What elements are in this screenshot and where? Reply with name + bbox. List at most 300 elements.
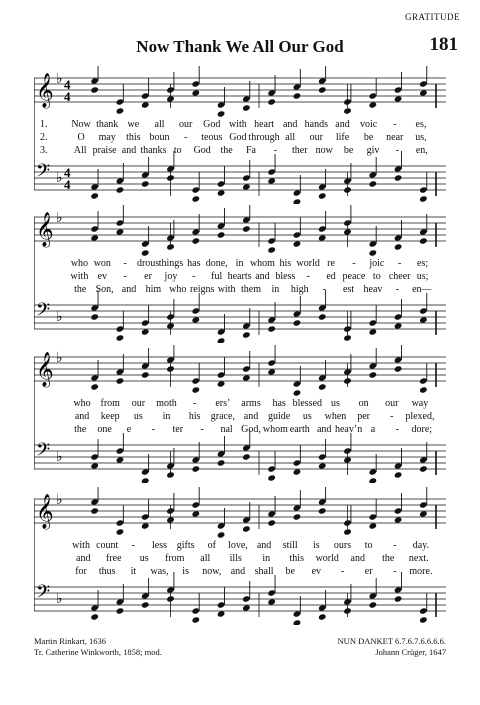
verse-number: 1. bbox=[40, 119, 48, 130]
lyric-syllable: in bbox=[235, 258, 244, 269]
lyric-syllable: - bbox=[322, 284, 326, 295]
flat-key-signature-icon: ♭ bbox=[56, 211, 63, 226]
treble-note bbox=[242, 225, 251, 232]
lyric-syllable: still bbox=[282, 540, 298, 551]
treble-note bbox=[419, 89, 428, 96]
bass-note bbox=[394, 471, 403, 478]
flat-key-signature-icon: ♭ bbox=[56, 592, 63, 607]
lyric-syllable: way bbox=[411, 398, 429, 409]
lyric-syllable: who bbox=[169, 284, 187, 295]
lyric-syllable: keep bbox=[100, 411, 120, 422]
treble-clef-icon: 𝄞 bbox=[36, 73, 54, 108]
lyric-syllable: dore; bbox=[411, 424, 433, 435]
lyric-syllable: - bbox=[352, 258, 356, 269]
bass-note bbox=[217, 610, 226, 617]
lyric-syllable: and bbox=[256, 540, 272, 551]
lyric-syllable: be bbox=[363, 132, 374, 143]
bass-note bbox=[192, 465, 201, 472]
bass-note bbox=[419, 465, 428, 472]
lyric-syllable: and bbox=[121, 145, 137, 156]
lyric-syllable: all bbox=[200, 553, 211, 564]
lyric-syllable: - bbox=[393, 566, 397, 577]
lyric-syllable: now, bbox=[202, 566, 222, 577]
bass-note bbox=[394, 174, 403, 181]
treble-note bbox=[394, 95, 403, 102]
lyric-syllable: voic bbox=[360, 119, 378, 130]
treble-note bbox=[369, 101, 378, 108]
lyric-syllable: now bbox=[315, 145, 333, 156]
bass-note bbox=[116, 456, 125, 463]
bass-note bbox=[267, 325, 276, 332]
author-credit: Martin Rinkart, 1636 bbox=[34, 636, 107, 646]
lyric-syllable: ful bbox=[211, 271, 223, 282]
lyric-syllable: God bbox=[229, 132, 247, 143]
lyric-syllable: done, bbox=[205, 258, 228, 269]
treble-note bbox=[394, 243, 403, 250]
bass-note bbox=[267, 474, 276, 481]
lyric-syllable: be bbox=[285, 566, 295, 577]
bass-note bbox=[217, 337, 226, 343]
treble-note bbox=[90, 507, 99, 514]
bass-note bbox=[293, 468, 302, 475]
treble-note bbox=[242, 104, 251, 111]
lyric-syllable: and bbox=[243, 411, 259, 422]
treble-note bbox=[192, 237, 201, 244]
lyric-syllable: God bbox=[203, 119, 221, 130]
lyric-syllable: gifts bbox=[176, 540, 195, 551]
lyrics-block bbox=[34, 118, 446, 157]
lyric-syllable: is bbox=[182, 566, 189, 577]
lyric-syllable: things bbox=[158, 258, 184, 269]
treble-note bbox=[419, 386, 428, 393]
flat-key-signature-icon: ♭ bbox=[56, 493, 63, 508]
lyric-syllable: the bbox=[382, 553, 395, 564]
treble-note bbox=[318, 234, 327, 241]
lyric-syllable: - bbox=[395, 424, 400, 435]
lyric-syllable: count bbox=[96, 540, 119, 551]
lyric-syllable: re bbox=[327, 258, 335, 269]
lyric-syllable: who bbox=[73, 398, 91, 409]
treble-note bbox=[293, 240, 302, 247]
treble-clef-icon: 𝄞 bbox=[36, 212, 54, 247]
bass-note bbox=[267, 177, 276, 184]
lyric-syllable: this bbox=[126, 132, 141, 143]
lyric-syllable: and bbox=[121, 284, 137, 295]
lyric-syllable: joy bbox=[164, 271, 178, 282]
lyric-syllable: blessed bbox=[292, 398, 323, 409]
lyric-syllable: and bbox=[350, 553, 365, 564]
lyric-syllable: per bbox=[357, 411, 370, 422]
hymn-number: 181 bbox=[429, 34, 458, 55]
lyric-syllable: us bbox=[302, 411, 312, 422]
bass-note bbox=[192, 195, 201, 202]
lyric-syllable: near bbox=[386, 132, 404, 143]
bass-note bbox=[318, 313, 327, 320]
bass-clef-icon: 𝄢 bbox=[36, 440, 51, 465]
hymn-title: Now Thank We All Our God bbox=[136, 37, 344, 56]
lyric-syllable: in bbox=[162, 411, 171, 422]
lyric-syllable: it bbox=[130, 566, 137, 577]
lyric-syllable: this bbox=[289, 553, 304, 564]
treble-note bbox=[192, 386, 201, 393]
composer-credit: Johann Crüger, 1647 bbox=[375, 647, 446, 657]
bass-note bbox=[369, 477, 378, 483]
treble-note bbox=[116, 528, 125, 535]
lyric-syllable: drous bbox=[136, 258, 160, 269]
lyric-syllable: us bbox=[133, 411, 143, 422]
lyric-syllable: is bbox=[313, 540, 320, 551]
bass-note bbox=[293, 619, 302, 625]
bass-note bbox=[116, 334, 125, 341]
lyric-syllable: with bbox=[229, 119, 247, 130]
treble-note bbox=[343, 528, 352, 535]
lyric-syllable: heav bbox=[363, 284, 383, 295]
treble-note bbox=[318, 507, 327, 514]
lyric-syllable: All bbox=[73, 145, 87, 156]
bass-note bbox=[318, 462, 327, 469]
treble-note bbox=[267, 368, 276, 375]
lyric-syllable: through bbox=[248, 132, 280, 143]
lyric-syllable: thank bbox=[96, 119, 119, 130]
treble-note bbox=[90, 234, 99, 241]
lyric-syllable: world bbox=[315, 553, 339, 564]
treble-note bbox=[90, 86, 99, 93]
bass-note bbox=[141, 477, 150, 483]
lyric-syllable: life bbox=[335, 132, 350, 143]
lyric-syllable: the bbox=[220, 145, 233, 156]
lyric-syllable: whom bbox=[262, 424, 288, 435]
lyric-syllable: a bbox=[370, 424, 376, 435]
bass-note bbox=[242, 183, 251, 190]
lyric-syllable: of bbox=[207, 540, 216, 551]
lyric-syllable: less bbox=[152, 540, 167, 551]
bass-note bbox=[116, 186, 125, 193]
treble-note bbox=[192, 510, 201, 517]
lyric-syllable: heart bbox=[254, 119, 275, 130]
flat-key-signature-icon: ♭ bbox=[56, 310, 63, 325]
bass-clef-icon: 𝄢 bbox=[36, 300, 51, 325]
lyric-syllable: ev bbox=[311, 566, 322, 577]
lyric-line bbox=[34, 397, 446, 410]
lyric-syllable: ours bbox=[333, 540, 352, 551]
lyric-syllable: from bbox=[165, 553, 185, 564]
lyric-line bbox=[34, 118, 446, 131]
treble-note bbox=[369, 522, 378, 529]
lyric-syllable: all bbox=[285, 132, 296, 143]
hymn-category: GRATITUDE bbox=[405, 12, 460, 22]
bass-note bbox=[116, 607, 125, 614]
lyric-syllable: his bbox=[279, 258, 292, 269]
bass-note bbox=[318, 613, 327, 620]
lyric-syllable: - bbox=[398, 258, 402, 269]
treble-clef-icon: 𝄞 bbox=[36, 352, 54, 387]
bass-note bbox=[394, 322, 403, 329]
treble-note bbox=[369, 249, 378, 256]
lyric-syllable: joic bbox=[369, 258, 385, 269]
lyric-syllable: arms bbox=[241, 398, 261, 409]
lyric-syllable: with bbox=[217, 284, 236, 295]
lyric-syllable: high bbox=[290, 284, 309, 295]
lyric-line bbox=[34, 257, 446, 270]
lyric-syllable: ev bbox=[97, 271, 108, 282]
treble-note bbox=[419, 510, 428, 517]
time-signature: 4 bbox=[64, 165, 71, 180]
tune-name: NUN DANKET 6.7.6.7.6.6.6.6. bbox=[337, 636, 446, 646]
lyric-line bbox=[34, 552, 446, 565]
lyric-syllable: us, bbox=[415, 132, 427, 143]
treble-note bbox=[394, 516, 403, 523]
treble-note bbox=[293, 92, 302, 99]
bass-note bbox=[369, 328, 378, 335]
lyric-syllable: est bbox=[343, 284, 355, 295]
verse-number: 3. bbox=[40, 145, 48, 156]
lyric-syllable: love, bbox=[228, 540, 248, 551]
lyric-syllable: our bbox=[309, 132, 324, 143]
flat-key-signature-icon: ♭ bbox=[56, 351, 63, 366]
lyric-syllable: earth bbox=[289, 424, 310, 435]
lyric-syllable: one bbox=[97, 424, 112, 435]
bass-note bbox=[217, 459, 226, 466]
lyric-syllable: was, bbox=[150, 566, 169, 577]
lyrics-block bbox=[34, 397, 446, 436]
lyric-syllable: - bbox=[395, 284, 400, 295]
treble-clef-icon: 𝄞 bbox=[36, 494, 54, 529]
treble-note bbox=[217, 531, 226, 538]
treble-note bbox=[116, 377, 125, 384]
lyric-syllable: the bbox=[74, 424, 87, 435]
treble-note bbox=[242, 374, 251, 381]
lyric-syllable: our bbox=[385, 398, 399, 409]
lyric-syllable: - bbox=[200, 424, 204, 435]
lyric-syllable: peace bbox=[342, 271, 366, 282]
bass-note bbox=[90, 462, 99, 469]
lyric-syllable: e bbox=[126, 424, 132, 435]
lyric-syllable: free bbox=[105, 553, 122, 564]
lyric-syllable: - bbox=[306, 271, 310, 282]
lyric-syllable: - bbox=[395, 145, 400, 156]
lyric-syllable: on bbox=[358, 398, 369, 409]
lyric-syllable: all bbox=[154, 119, 165, 130]
tune-credits bbox=[338, 636, 446, 658]
flat-key-signature-icon: ♭ bbox=[56, 72, 63, 87]
bass-note bbox=[267, 598, 276, 605]
lyric-syllable: grace, bbox=[210, 411, 235, 422]
treble-note bbox=[267, 246, 276, 253]
bass-note bbox=[90, 613, 99, 620]
lyric-syllable: and bbox=[316, 424, 332, 435]
lyric-syllable: Son, bbox=[95, 284, 114, 295]
treble-note bbox=[293, 389, 302, 396]
lyric-syllable: with bbox=[72, 540, 90, 551]
lyric-syllable: - bbox=[123, 258, 127, 269]
bass-note bbox=[242, 331, 251, 338]
treble-note bbox=[343, 107, 352, 114]
treble-note bbox=[217, 110, 226, 117]
text-credits bbox=[34, 636, 162, 658]
lyric-syllable: - bbox=[390, 411, 394, 422]
bass-note bbox=[141, 328, 150, 335]
bass-note bbox=[343, 334, 352, 341]
lyric-syllable: for bbox=[75, 566, 87, 577]
lyric-line bbox=[34, 410, 446, 423]
treble-note bbox=[242, 525, 251, 532]
lyric-syllable: teous bbox=[201, 132, 223, 143]
lyric-syllable: we bbox=[127, 119, 140, 130]
treble-note bbox=[116, 228, 125, 235]
lyric-syllable: who bbox=[70, 258, 89, 269]
lyric-syllable: and bbox=[74, 411, 90, 422]
time-signature: 4 bbox=[64, 177, 71, 192]
time-signature: 4 bbox=[64, 89, 71, 104]
bass-note bbox=[369, 601, 378, 608]
bass-note bbox=[192, 316, 201, 323]
treble-note bbox=[141, 522, 150, 529]
lyric-syllable: our bbox=[178, 119, 193, 130]
lyric-syllable: world bbox=[296, 258, 320, 269]
lyrics-block bbox=[34, 539, 446, 578]
lyric-syllable: to bbox=[372, 271, 381, 282]
lyric-syllable: us bbox=[139, 553, 149, 564]
lyric-syllable: - bbox=[151, 424, 156, 435]
bass-note bbox=[242, 604, 251, 611]
lyric-syllable: - bbox=[131, 540, 136, 551]
lyric-syllable: and bbox=[335, 119, 350, 130]
treble-note bbox=[419, 237, 428, 244]
lyric-syllable: God bbox=[193, 145, 211, 156]
treble-note bbox=[116, 107, 125, 114]
treble-note bbox=[192, 89, 201, 96]
lyric-syllable: - bbox=[340, 566, 345, 577]
treble-note bbox=[318, 383, 327, 390]
lyric-syllable: our bbox=[131, 398, 146, 409]
treble-note bbox=[141, 249, 150, 256]
bass-note bbox=[394, 595, 403, 602]
lyric-syllable: heav’n bbox=[334, 424, 363, 435]
lyric-syllable: nal bbox=[220, 424, 233, 435]
lyric-syllable: - bbox=[183, 132, 188, 143]
lyric-syllable: shall bbox=[254, 566, 274, 577]
lyric-syllable: en, bbox=[415, 145, 428, 156]
lyric-syllable: boun bbox=[149, 132, 170, 143]
lyric-line bbox=[34, 270, 446, 283]
bass-note bbox=[419, 616, 428, 623]
lyric-syllable: ers’ bbox=[215, 398, 231, 409]
lyric-syllable: when bbox=[324, 411, 347, 422]
lyric-syllable: and bbox=[76, 553, 91, 564]
bass-clef-icon: 𝄢 bbox=[36, 582, 51, 607]
lyric-syllable: his bbox=[188, 411, 201, 422]
lyric-line bbox=[34, 423, 446, 436]
lyric-line bbox=[34, 539, 446, 552]
lyric-line bbox=[34, 283, 446, 296]
bass-note bbox=[141, 601, 150, 608]
lyric-syllable: ed bbox=[326, 271, 336, 282]
lyric-syllable: with bbox=[70, 271, 89, 282]
lyric-syllable: be bbox=[343, 145, 354, 156]
lyric-syllable: God, bbox=[241, 424, 261, 435]
bass-note bbox=[242, 453, 251, 460]
bass-note bbox=[318, 192, 327, 199]
lyric-syllable: plexed, bbox=[405, 411, 435, 422]
treble-note bbox=[141, 101, 150, 108]
bass-note bbox=[419, 316, 428, 323]
lyric-syllable: us; bbox=[416, 271, 429, 282]
lyric-syllable: cheer bbox=[388, 271, 411, 282]
time-signature: 4 bbox=[64, 77, 71, 92]
treble-note bbox=[293, 513, 302, 520]
lyric-syllable: next. bbox=[408, 553, 429, 564]
lyric-syllable: in bbox=[262, 553, 271, 564]
treble-note bbox=[267, 98, 276, 105]
lyric-syllable: ter bbox=[172, 424, 184, 435]
lyric-syllable: O bbox=[77, 132, 85, 143]
lyric-syllable: er bbox=[144, 271, 152, 282]
treble-note bbox=[267, 519, 276, 526]
bass-note bbox=[192, 616, 201, 623]
lyric-syllable: us bbox=[331, 398, 340, 409]
bass-note bbox=[217, 189, 226, 196]
lyric-syllable: praise bbox=[92, 145, 117, 156]
lyric-syllable: has bbox=[272, 398, 286, 409]
lyric-syllable: ther bbox=[292, 145, 308, 156]
lyric-syllable: more. bbox=[409, 566, 433, 577]
lyric-syllable: - bbox=[193, 398, 197, 409]
lyric-syllable: Fa bbox=[246, 145, 256, 156]
lyric-syllable: has bbox=[187, 258, 201, 269]
lyric-line bbox=[34, 131, 446, 144]
flat-key-signature-icon: ♭ bbox=[56, 450, 63, 465]
lyric-syllable: them bbox=[241, 284, 261, 295]
bass-note bbox=[90, 313, 99, 320]
lyric-syllable: whom bbox=[249, 258, 275, 269]
treble-note bbox=[217, 231, 226, 238]
lyric-syllable: guide bbox=[268, 411, 291, 422]
lyric-syllable: er bbox=[364, 566, 373, 577]
flat-key-signature-icon: ♭ bbox=[56, 171, 63, 186]
lyric-line bbox=[34, 144, 446, 157]
bass-note bbox=[293, 198, 302, 204]
lyric-syllable: - bbox=[123, 271, 127, 282]
lyric-syllable: giv bbox=[366, 145, 380, 156]
bass-clef-icon: 𝄢 bbox=[36, 161, 51, 186]
lyric-syllable: - bbox=[273, 145, 278, 156]
treble-note bbox=[141, 371, 150, 378]
lyric-syllable: in bbox=[271, 284, 280, 295]
bass-note bbox=[293, 319, 302, 326]
lyric-syllable: ills bbox=[229, 553, 242, 564]
lyric-syllable: es, bbox=[415, 119, 427, 130]
lyric-syllable: reigns bbox=[189, 284, 215, 295]
lyric-syllable: and bbox=[230, 566, 246, 577]
lyric-syllable: - bbox=[393, 540, 397, 551]
lyric-syllable: hearts bbox=[227, 271, 252, 282]
lyric-syllable: thanks bbox=[140, 145, 167, 156]
lyrics-block bbox=[34, 257, 446, 296]
lyric-syllable: thus bbox=[98, 566, 116, 577]
lyric-syllable: to bbox=[364, 540, 373, 551]
lyric-syllable: bless bbox=[275, 271, 296, 282]
lyric-syllable: - bbox=[393, 119, 397, 130]
lyric-syllable: en— bbox=[412, 284, 432, 295]
treble-note bbox=[318, 86, 327, 93]
verse-number: 2. bbox=[40, 132, 48, 143]
treble-note bbox=[90, 383, 99, 390]
translator-credit: Tr. Catherine Winkworth, 1858; mod. bbox=[34, 647, 162, 657]
bass-note bbox=[419, 195, 428, 202]
lyric-syllable: Now bbox=[71, 119, 91, 130]
lyric-syllable: won bbox=[93, 258, 111, 269]
lyric-syllable: - bbox=[192, 271, 196, 282]
